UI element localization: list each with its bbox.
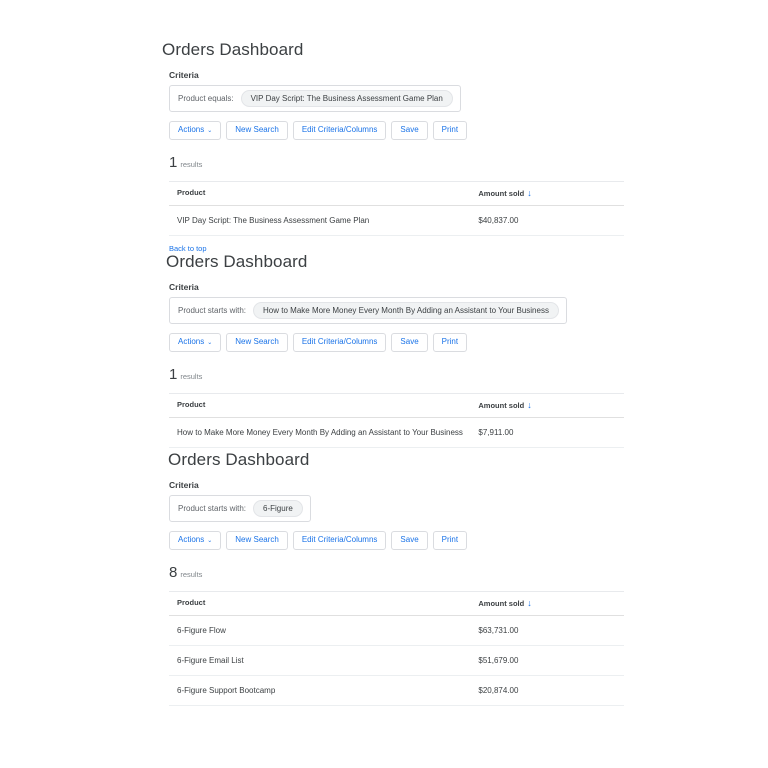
page-title: Orders Dashboard [162, 40, 304, 59]
column-header-amount-label: Amount sold [478, 188, 525, 198]
new-search-button[interactable]: New Search [226, 333, 288, 352]
cell-product: 6-Figure Support Bootcamp [169, 675, 478, 705]
actions-button[interactable] [169, 333, 221, 352]
results-word: results [180, 371, 203, 381]
toolbar [169, 333, 630, 352]
sort-descending-icon: ↓ [527, 399, 532, 410]
criteria-label: Criteria [169, 480, 199, 490]
cell-amount: $20,874.00 [478, 675, 624, 705]
results-table [169, 393, 624, 448]
chevron-down-icon: ⌄ [207, 340, 213, 346]
criteria-label: Criteria [169, 70, 199, 80]
column-header-product[interactable]: Product [169, 393, 478, 417]
criteria-value-chip[interactable]: VIP Day Script: The Business Assessment Game Plan [241, 90, 453, 107]
criteria-box [169, 297, 567, 324]
cell-product: VIP Day Script: The Business Assessment Game Plan [169, 205, 478, 235]
print-button[interactable]: Print [433, 531, 467, 550]
cell-amount: $7,911.00 [478, 417, 624, 447]
table-header-row [169, 393, 624, 417]
save-button[interactable]: Save [391, 333, 427, 352]
print-button[interactable]: Print [433, 121, 467, 140]
results-count: 1 [169, 365, 178, 383]
actions-button-label: Actions [178, 535, 205, 544]
cell-product: How to Make More Money Every Month By Adding an Assistant to Your Business [169, 417, 478, 447]
criteria-box [169, 85, 461, 112]
actions-button-label: Actions [178, 125, 205, 134]
results-table [169, 591, 624, 706]
page-title: Orders Dashboard [166, 252, 308, 271]
column-header-amount-label: Amount sold [478, 598, 525, 608]
actions-button[interactable] [169, 531, 221, 550]
column-header-product[interactable]: Product [169, 181, 478, 205]
new-search-button[interactable]: New Search [226, 121, 288, 140]
orders-dashboard-panel-1 [160, 40, 630, 256]
cell-amount: $51,679.00 [478, 645, 624, 675]
cell-amount: $63,731.00 [478, 615, 624, 645]
criteria-label: Criteria [169, 282, 199, 292]
cell-amount: $40,837.00 [478, 205, 624, 235]
column-header-amount-label: Amount sold [478, 400, 525, 410]
cell-product: 6-Figure Flow [169, 615, 478, 645]
results-count: 8 [169, 563, 178, 581]
criteria-value-chip[interactable]: 6-Figure [253, 500, 303, 517]
table-header-row [169, 591, 624, 615]
sort-descending-icon: ↓ [527, 187, 532, 198]
table-row[interactable] [169, 675, 624, 705]
save-button[interactable]: Save [391, 121, 427, 140]
results-summary [169, 154, 630, 171]
orders-dashboard-panel-2 [160, 252, 630, 448]
table-row[interactable] [169, 417, 624, 447]
column-header-amount-sold[interactable] [478, 591, 624, 615]
back-to-top-link[interactable]: Back to top [169, 243, 207, 253]
save-button[interactable]: Save [391, 531, 427, 550]
actions-button-label: Actions [178, 337, 205, 346]
chevron-down-icon: ⌄ [207, 128, 213, 134]
criteria-value-chip[interactable]: How to Make More Money Every Month By Adding an Assistant to Your Business [253, 302, 559, 319]
toolbar [169, 531, 630, 550]
results-word: results [180, 569, 203, 579]
criteria-box [169, 495, 311, 522]
edit-criteria-columns-button[interactable]: Edit Criteria/Columns [293, 333, 387, 352]
edit-criteria-columns-button[interactable]: Edit Criteria/Columns [293, 531, 387, 550]
criteria-key: Product starts with: [178, 504, 247, 513]
orders-dashboard-panel-3 [160, 450, 630, 706]
results-summary [169, 564, 630, 581]
table-row[interactable] [169, 205, 624, 235]
criteria-key: Product starts with: [178, 306, 247, 315]
new-search-button[interactable]: New Search [226, 531, 288, 550]
table-row[interactable] [169, 615, 624, 645]
results-word: results [180, 159, 203, 169]
page-title: Orders Dashboard [168, 450, 310, 469]
column-header-amount-sold[interactable] [478, 181, 624, 205]
table-header-row [169, 181, 624, 205]
column-header-amount-sold[interactable] [478, 393, 624, 417]
actions-button[interactable] [169, 121, 221, 140]
toolbar [169, 121, 630, 140]
results-count: 1 [169, 153, 178, 171]
cell-product: 6-Figure Email List [169, 645, 478, 675]
results-summary [169, 366, 630, 383]
results-table [169, 181, 624, 236]
edit-criteria-columns-button[interactable]: Edit Criteria/Columns [293, 121, 387, 140]
chevron-down-icon: ⌄ [207, 538, 213, 544]
table-row[interactable] [169, 645, 624, 675]
column-header-product[interactable]: Product [169, 591, 478, 615]
print-button[interactable]: Print [433, 333, 467, 352]
criteria-key: Product equals: [178, 94, 234, 103]
sort-descending-icon: ↓ [527, 597, 532, 608]
